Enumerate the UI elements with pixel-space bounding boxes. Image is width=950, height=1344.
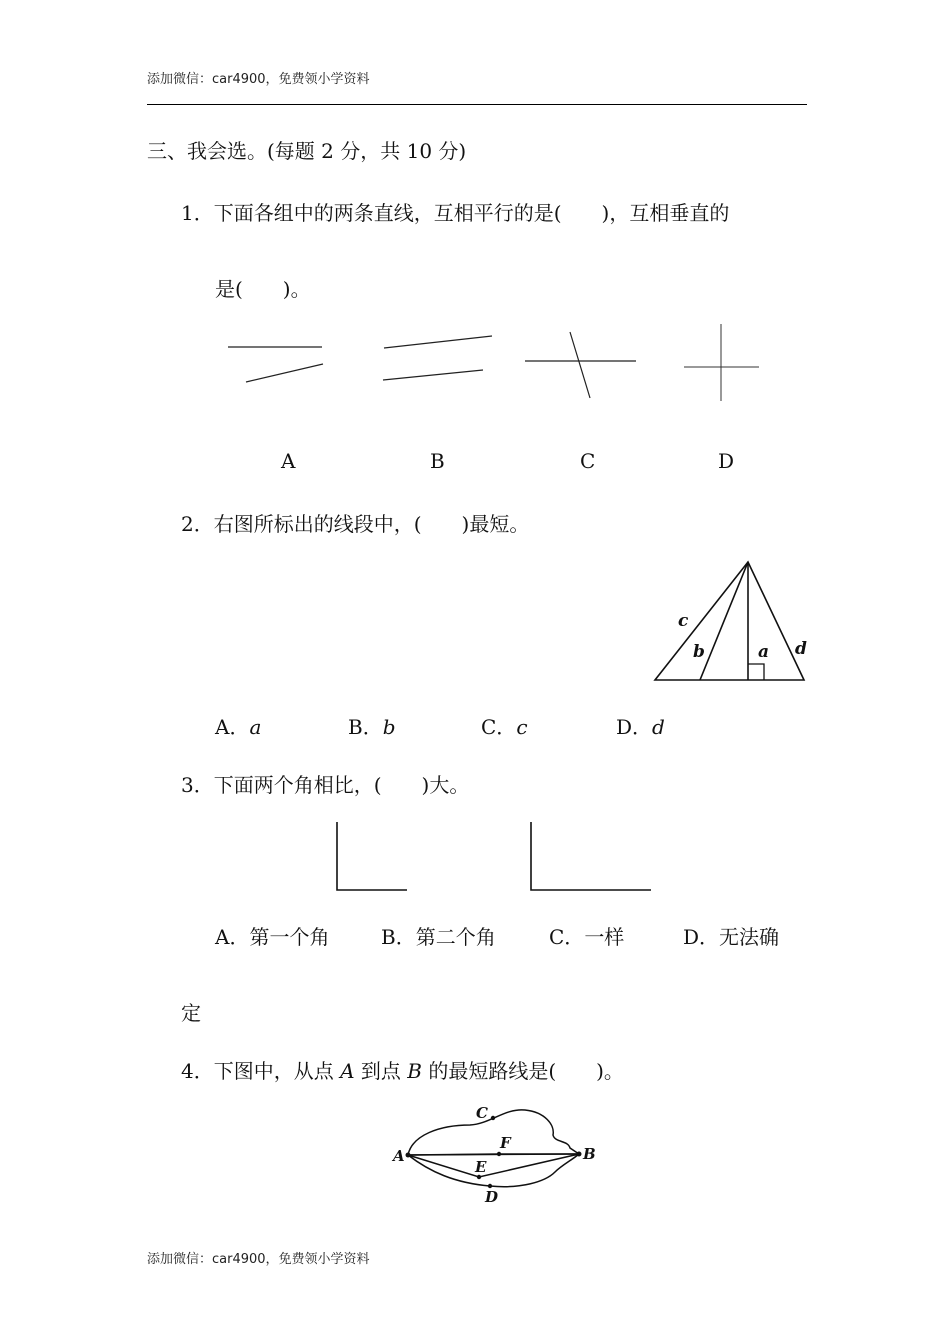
q3-option-d-value: 无法确 <box>719 925 780 949</box>
q2-label-c: c <box>678 611 689 631</box>
q4-label-f: F <box>500 1134 511 1152</box>
q1-number: 1． <box>181 201 214 225</box>
q4-label-c: C <box>476 1104 488 1122</box>
q1-label-c: C <box>580 449 596 473</box>
q2-option-c-letter: C． <box>481 715 517 739</box>
q4-label-d: D <box>485 1188 499 1206</box>
q3-option-d-letter: D． <box>683 925 720 949</box>
q4-stem-pre: 下图中，从点 <box>213 1059 341 1083</box>
q1-label-a: A <box>281 449 296 473</box>
q4-dot-f <box>497 1152 501 1156</box>
q4-dot-a <box>406 1153 411 1158</box>
q4-label-b: B <box>583 1145 596 1163</box>
section-title: 三、我会选。(每题 2 分，共 10 分) <box>147 139 467 163</box>
q4-point-b: B <box>407 1059 422 1083</box>
q1-label-b: B <box>430 449 445 473</box>
q4-lower-path-d <box>408 1154 579 1187</box>
q4-dot-b <box>577 1152 582 1157</box>
q3-option-a-value: 第一个角 <box>249 925 330 949</box>
q3-option-b-letter: B． <box>381 925 416 949</box>
q2-option-d-letter: D． <box>616 715 653 739</box>
q1-text-line2: 是( )。 <box>215 277 311 301</box>
q4-label-e: E <box>475 1158 487 1176</box>
q3-option-c-value: 一样 <box>584 925 625 949</box>
q2-number: 2． <box>181 512 214 536</box>
q2-option-a-letter: A． <box>215 715 250 739</box>
q2-label-a: a <box>758 642 770 662</box>
q3-option-d-continuation: 定 <box>181 1001 201 1025</box>
q2-option-a-value: a <box>249 715 262 739</box>
q2-option-b-value: b <box>382 715 396 739</box>
q4-number: 4． <box>181 1059 214 1083</box>
q1-stem: 下面各组中的两条直线，互相平行的是( )，互相垂直的 <box>213 201 730 225</box>
q3-option-a-letter: A． <box>215 925 250 949</box>
q2-option-c-value: c <box>516 715 528 739</box>
q2-label-d: d <box>795 639 807 659</box>
q3-option-b-value: 第二个角 <box>415 925 496 949</box>
q3-number: 3． <box>181 773 214 797</box>
q4-dot-c <box>491 1116 495 1120</box>
q3-option-c-letter: C． <box>549 925 585 949</box>
q4-point-a: A <box>340 1059 355 1083</box>
q1-label-d: D <box>718 449 735 473</box>
q4-stem-post: 的最短路线是( )。 <box>421 1059 624 1083</box>
footer-watermark: 添加微信：car4900，免费领小学资料 <box>147 1252 370 1267</box>
q3-stem: 下面两个角相比，( )大。 <box>213 773 470 797</box>
q4-label-a: A <box>393 1147 405 1165</box>
q2-stem: 右图所标出的线段中，( )最短。 <box>213 512 530 536</box>
q4-stem-mid: 到点 <box>354 1059 408 1083</box>
header-watermark: 添加微信：car4900，免费领小学资料 <box>147 72 370 87</box>
q2-option-b-letter: B． <box>348 715 383 739</box>
q2-label-b: b <box>693 642 705 662</box>
q2-option-d-value: d <box>652 715 665 739</box>
